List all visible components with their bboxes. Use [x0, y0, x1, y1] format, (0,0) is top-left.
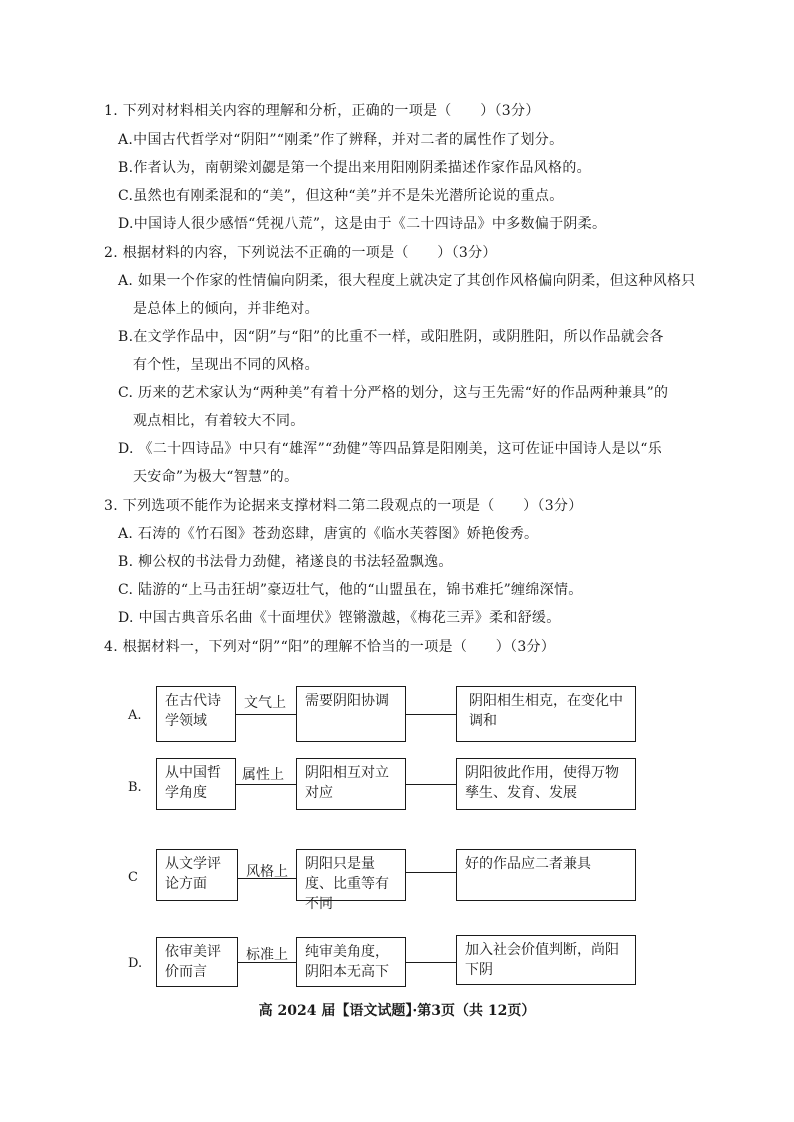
- diagram-row-c-left-box: 从文学评论方面: [156, 849, 238, 901]
- diagram-row-b-middle-box: 阴阳相互对立对应: [296, 758, 406, 810]
- question-2-option-a-cont: 是总体上的倾向，并非绝对。: [133, 301, 319, 317]
- diagram-row-d-middle-box: 纯审美角度，阴阳本无高下: [296, 937, 406, 987]
- question-3-option-b: B. 柳公权的书法骨力劲健，褚遂良的书法轻盈飘逸。: [118, 554, 453, 570]
- diagram-row-a-connector-2: [406, 714, 456, 715]
- diagram-row-c-connector-2: [406, 872, 456, 873]
- diagram-row-a-left-box: 在古代诗学领域: [156, 686, 236, 742]
- diagram-row-b-label: B.: [128, 780, 142, 795]
- question-1-option-b: B.作者认为，南朝梁刘勰是第一个提出来用阳刚阴柔描述作家作品风格的。: [118, 160, 591, 176]
- question-2-stem: 2. 根据材料的内容，下列说法不正确的一项是（ ）（3分）: [104, 245, 497, 261]
- diagram-row-d-connector-2: [406, 962, 456, 963]
- diagram-row-a-connector-1: [236, 714, 296, 715]
- diagram-row-a-edge-label: 文气上: [244, 695, 286, 711]
- diagram-row-c-label: C: [128, 870, 138, 885]
- question-1-stem: 1. 下列对材料相关内容的理解和分析，正确的一项是（ ）（3分）: [104, 103, 540, 119]
- diagram-row-d-label: D.: [128, 956, 143, 971]
- question-1-option-c: C.虽然也有刚柔混和的“美”，但这种“美”并不是朱光潜所论说的重点。: [118, 188, 564, 204]
- diagram-row-d-left-box: 依审美评价而言: [156, 937, 238, 987]
- question-2-option-b-cont: 有个性，呈现出不同的风格。: [133, 357, 319, 373]
- diagram-row-b-edge-label: 属性上: [242, 767, 284, 783]
- diagram-row-a-right-box: 阴阳相生相克，在变化中调和: [456, 686, 636, 742]
- question-2-option-a: A. 如果一个作家的性情偏向阴柔，很大程度上就决定了其创作风格偏向阴柔，但这种风格只: [118, 273, 696, 289]
- question-3-option-a: A. 石涛的《竹石图》苍劲恣肆，唐寅的《临水芙蓉图》娇艳俊秀。: [118, 526, 539, 542]
- diagram-row-c-right-box: 好的作品应二者兼具: [456, 849, 636, 901]
- diagram-row-c-edge-label: 风格上: [246, 864, 288, 880]
- diagram-row-b-left-box: 从中国哲学角度: [156, 758, 236, 810]
- diagram-row-a-label: A.: [128, 708, 142, 723]
- diagram-row-d-edge-label: 标准上: [246, 947, 288, 963]
- question-2-option-b: B.在文学作品中，因“阴”与“阳”的比重不一样，或阳胜阴，或阴胜阳，所以作品就会各: [118, 329, 664, 345]
- question-2-option-d-cont: 天安命”为极大“智慧”的。: [133, 469, 299, 485]
- diagram-row-b-connector-2: [406, 784, 456, 785]
- diagram-row-b-connector-1: [236, 784, 296, 785]
- question-2-option-d: D. 《二十四诗品》中只有“雄浑”“劲健”等四品算是阳刚美，这可佐证中国诗人是以“乐: [118, 441, 663, 457]
- diagram-row-d-right-box: 加入社会价值判断，尚阳下阴: [456, 935, 636, 985]
- question-2-option-c-cont: 观点相比，有着较大不同。: [133, 413, 305, 429]
- question-1-option-d: D.中国诗人很少感悟“凭视八荒”，这是由于《二十四诗品》中多数偏于阴柔。: [118, 216, 607, 232]
- question-2-option-c: C. 历来的艺术家认为“两种美”有着十分严格的划分，这与王先需“好的作品两种兼具”的: [118, 385, 669, 401]
- question-3-stem: 3. 下列选项不能作为论据来支撑材料二第二段观点的一项是（ ）（3分）: [104, 498, 583, 514]
- page-footer: 高 2024 届【语文试题】·第3页（共 12页）: [258, 1003, 536, 1019]
- diagram-row-c-middle-box: 阴阳只是量度、比重等有不同: [296, 849, 406, 901]
- question-4-stem: 4. 根据材料一，下列对“阴”“阳”的理解不恰当的一项是（ ）（3分）: [104, 639, 556, 655]
- question-3-option-c: C. 陆游的“上马击狂胡”豪迈壮气，他的“山盟虽在，锦书难托”缠绵深情。: [118, 582, 583, 598]
- question-3-option-d: D. 中国古典音乐名曲《十面埋伏》铿锵激越，《梅花三弄》柔和舒缓。: [118, 610, 561, 626]
- diagram-row-b-right-box: 阴阳彼此作用，使得万物孳生、发育、发展: [456, 758, 636, 810]
- diagram-row-a-middle-box: 需要阴阳协调: [296, 686, 406, 742]
- question-1-option-a: A.中国古代哲学对“阴阳”“刚柔”作了辨释，并对二者的属性作了划分。: [118, 132, 564, 148]
